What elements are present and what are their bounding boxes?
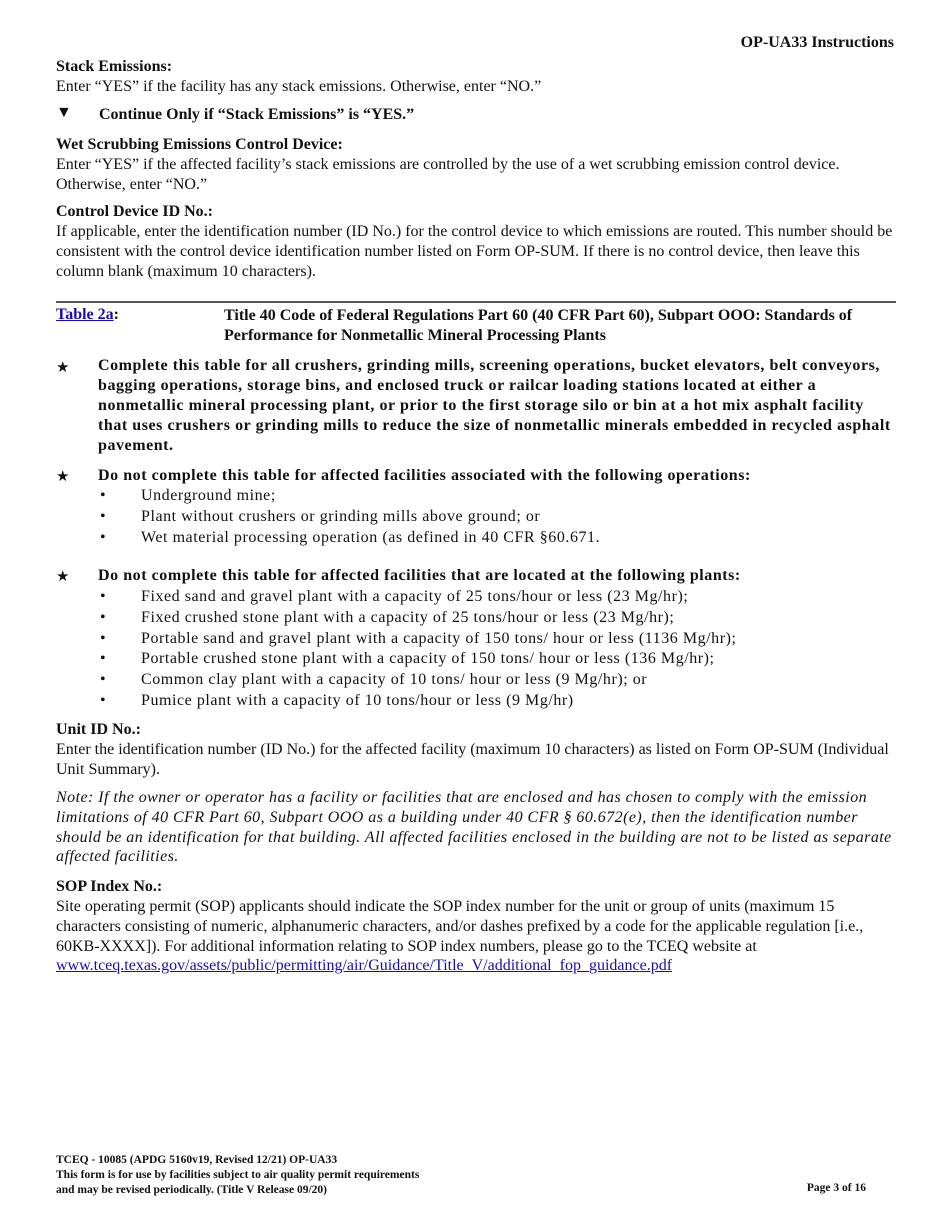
document-header-title: OP-UA33 Instructions <box>740 34 894 51</box>
bullet-icon: • <box>100 608 107 626</box>
instruction-exclude-operations: Do not complete this table for affected facilities associated with the following operations: <box>98 467 751 484</box>
table-2a-colon: : <box>113 306 119 323</box>
wet-scrubbing-section <box>56 135 896 195</box>
bullet-icon: • <box>100 588 107 605</box>
tceq-guidance-link[interactable]: www.tceq.texas.gov/assets/public/permitting/air/Guidance/Title_V/additional_fop_guidance.pdf <box>56 957 673 975</box>
star-icon: ★ <box>56 360 70 376</box>
list-item: • Portable crushed stone plant with a capacity of 150 tons/ hour or less (136 Mg/hr); <box>56 649 894 670</box>
footer-note-line1: This form is for use by facilities subject to air quality permit requirements <box>56 1168 420 1181</box>
excluded-operations-list <box>56 486 894 548</box>
excluded-plants-list <box>56 587 894 712</box>
down-triangle-icon: ▼ <box>56 104 72 121</box>
bullet-icon: • <box>100 528 107 546</box>
stack-emissions-section <box>56 57 896 97</box>
star-icon: ★ <box>56 469 70 485</box>
list-item: • Pumice plant with a capacity of 10 tons/hour or less (9 Mg/hr) <box>56 691 894 712</box>
continue-condition <box>56 104 896 126</box>
page-number: Page 3 of 16 <box>806 1182 866 1194</box>
list-item: • Underground mine; <box>56 486 894 507</box>
footer-note-line2: and may be revised periodically. (Title V Release 09/20) <box>56 1183 327 1196</box>
footer-form-id: TCEQ - 10085 (APDG 5160v19, Revised 12/21) OP-UA33 <box>56 1154 338 1166</box>
unit-id-section <box>56 720 896 780</box>
list-item: • Wet material processing operation (as defined in 40 CFR §60.671. <box>56 528 894 549</box>
instruction-complete-table: Complete this table for all crushers, grinding mills, screening operations, bucket elevators, belt conveyors, bagging operations, storage bins, and enclosed truck or railcar loading stations located at either a nonmetallic mineral processing plant, or prior to the first storage silo or bin at a hot mix asphalt facility that uses crushers or grinding mills to reduce the size of nonmetallic minerals embedded in recycled asphalt pavement. <box>98 357 891 454</box>
list-item: • Common clay plant with a capacity of 10 tons/ hour or less (9 Mg/hr); or <box>56 670 894 691</box>
unit-id-text: Enter the identification number (ID No.) for the affected facility (maximum 10 characters) as listed on Form OP-SUM (Individual Unit Summary). <box>56 741 889 778</box>
wet-scrubbing-text: Enter “YES” if the affected facility’s stack emissions are controlled by the use of a wet scrubbing emission control device. Otherwise, enter “NO.” <box>56 156 840 193</box>
control-device-text: If applicable, enter the identification number (ID No.) for the control device to which emissions are routed. This number should be consistent with the control device identification number listed on Form OP-SUM. If there is no control device, then leave this column blank (maximum 10 characters). <box>56 223 893 280</box>
instruction-exclude-plants: Do not complete this table for affected facilities that are located at the following plants: <box>98 567 741 584</box>
sop-index-text <box>56 897 896 976</box>
sop-index-text-body: Site operating permit (SOP) applicants should indicate the SOP index number for the unit or group of units (maximum 15 characters consisting of numeric, alphanumeric characters, and/or dashes prefixed by a code for the applicable regulation [i.e., 60KB-XXXX]). For additional information relating to SOP index numbers, please go to the TCEQ website at <box>56 898 864 955</box>
bullet-icon: • <box>100 671 107 689</box>
bullet-icon: • <box>100 507 107 525</box>
bullet-icon: • <box>100 650 107 668</box>
unit-id-note: Note: If the owner or operator has a facility or facilities that are enclosed and has chosen to comply with the emission limitations of 40 CFR Part 60, Subpart OOO as a building under 40 CFR § 60.672(e), then the identification number should be an identification for that building. All affected facilities enclosed in the building are not to be listed as separate affected facilities. <box>56 789 892 866</box>
sop-index-heading: SOP Index No.: <box>56 878 163 895</box>
table-2a-link-text[interactable]: Table 2a <box>56 306 114 323</box>
stack-emissions-heading: Stack Emissions: <box>56 58 173 75</box>
list-item: • Fixed sand and gravel plant with a capacity of 25 tons/hour or less (23 Mg/hr); <box>56 587 894 608</box>
list-item: • Plant without crushers or grinding mills above ground; or <box>56 507 894 528</box>
continue-condition-text: Continue Only if “Stack Emissions” is “YES.” <box>99 106 415 123</box>
bullet-icon: • <box>100 691 107 709</box>
section-divider <box>56 301 896 303</box>
bullet-icon: • <box>100 487 107 504</box>
list-item: • Portable sand and gravel plant with a capacity of 150 tons/ hour or less (1136 Mg/hr); <box>56 629 894 650</box>
stack-emissions-text: Enter “YES” if the facility has any stack emissions. Otherwise, enter “NO.” <box>56 78 542 95</box>
table-2a-link[interactable] <box>56 306 119 324</box>
document-page <box>56 0 894 1230</box>
unit-id-heading: Unit ID No.: <box>56 721 141 738</box>
bullet-icon: • <box>100 629 107 647</box>
page-footer <box>56 1153 419 1197</box>
sop-index-section <box>56 877 896 976</box>
table-2a-title: Title 40 Code of Federal Regulations Part 60 (40 CFR Part 60), Subpart OOO: Standards of Performance for Nonmetallic Mineral Processing Plants <box>224 307 853 344</box>
control-device-heading: Control Device ID No.: <box>56 203 214 220</box>
star-icon: ★ <box>56 569 70 585</box>
list-item: • Fixed crushed stone plant with a capacity of 25 tons/hour or less (23 Mg/hr); <box>56 608 894 629</box>
control-device-section <box>56 202 896 281</box>
wet-scrubbing-heading: Wet Scrubbing Emissions Control Device: <box>56 136 343 153</box>
